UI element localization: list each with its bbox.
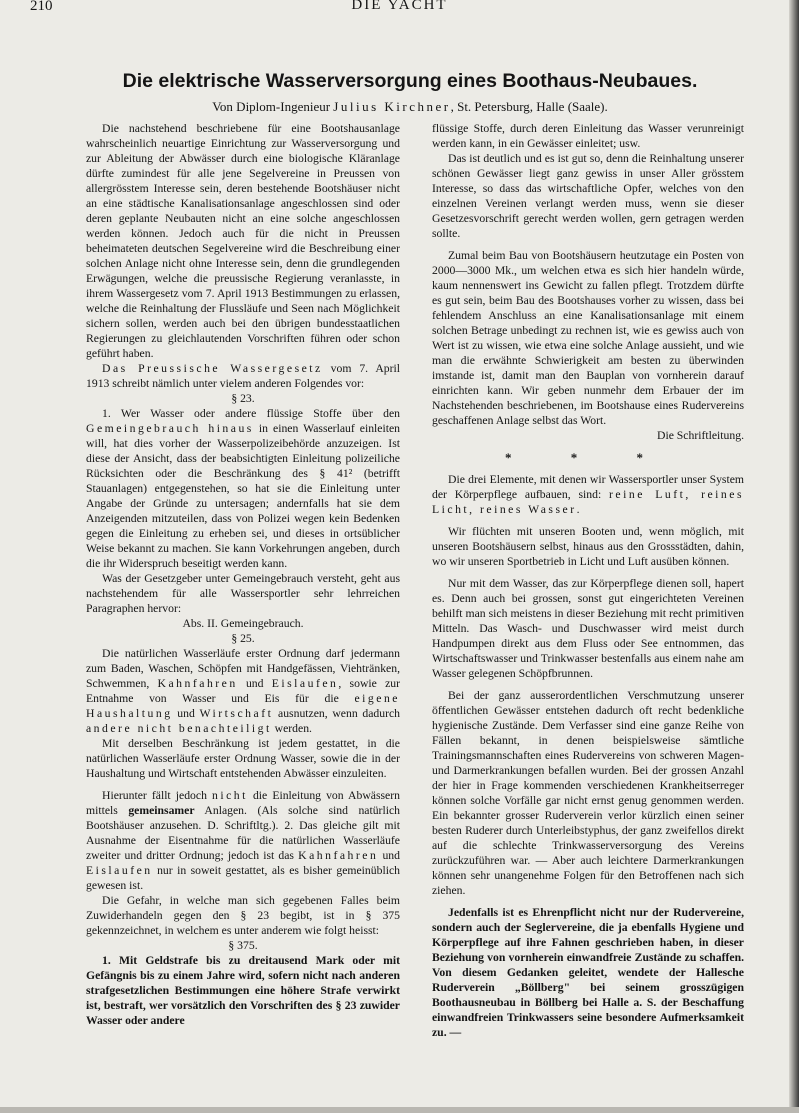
law-paragraph [86,406,400,571]
byline-suffix: , St. Petersburg, Halle (Saale). [450,99,608,114]
emphasis: Kahnfahren [157,677,238,690]
emphasis: andere nicht benachteiligt [86,722,272,735]
paragraph: Die nachstehend beschriebene für eine Bootshausanlage wahrscheinlich neuartige Einrichtung zur Wasserversorgung und zur Ableitung der Abwässer durch eine biologische Kläranlage dürfte zumindest für alle jene Segelvereine in Preussen von allergrösstem Interesse sein, deren bestehende Bootshäuser nicht an eine städtische Kanalisationsanlage angeschlossen sind oder deren geplante Neubauten nicht an eine solche angeschlossen werden können. Jedoch auch für die nicht in Preussen beheimateten deutschen Segelvereine wird die Beschreibung einer solchen Anlage nicht ohne Interesse sein, denn die grundlegenden Erwägungen, welche die preussische Regierung veranlasste, in ihrem Wassergesetz vom 7. April 1913 Bestimmungen zu erlassen, welche die Reinhaltung der Flussläufe und Seen nach Möglichkeit sichern sollen, werden auch bei den übrigen bundesstaatlichen Regierungen zu gleichlautenden Vorschriften führen oder schon geführt haben. [86,122,400,360]
text-run: , sowie zur Entnahme von Wasser und Eis für die [86,677,400,705]
journal-title: DIE YACHT [351,0,448,13]
section-heading: § 23. [231,392,255,405]
running-head [0,0,799,16]
page-edge-shadow [789,0,799,1113]
section-heading: § 375. [228,939,258,952]
page-number: 210 [30,0,53,14]
text-run: 1. Wer Wasser oder andere flüssige Stoffe über den [102,407,400,420]
emphasis: gemeinsamer [128,804,195,817]
law-paragraph [86,646,400,736]
text-run: und [172,707,200,720]
emphasis: Eislaufen [86,864,153,877]
text-run: in einen Wasserlauf einleiten will, hat dies vorher der Wasserpolizeibehörde anzuzeigen. Ist diese der Ansicht, dass der beabsichtigten Einleitung polizeiliche Rücksichten oder die Beschränkung des § 41² (betrifft Stauanlagen) entgegenstehen, so hat sie die Einleitung unter Angabe der Gründe zu untersagen; andernfalls hat sie dem Anzeigenden mitzuteilen, dass von Polizei wegen kein Bedenken gegen die Einleitung zu erheben sei, und dieses in ortsüblicher Weise bekannt zu machen. Sie kann Vorkehrungen angeben, durch die ihr Widerspruch beseitigt werden kann. [86,422,401,570]
byline [60,99,760,115]
emphasis: Gemeingebrauch hinaus [86,422,254,435]
paragraph: Zumal beim Bau von Bootshäusern heutzutage ein Posten von 2000—3000 Mk., um welchen etwa es sich hier handeln würde, kaum nennenswert ins Gewicht zu fallen pflegt. Trotzdem dürfte es gut sein, beim Bau des Bootshauses vorher zu wissen, dass bei fehlendem Anschluss an eine Kanalisationsanlage mit einem solchen Betrage unbedingt zu rechnen ist, wie es gewiss auch von Wert ist zu wissen, wie etwa eine solche Anlage aussieht, und wie man die erwähnte Schwierigkeit am besten zu überwinden imstande ist, damit man den Bauplan von vornherein darauf einrichten kann. Wir geben nunmehr dem Erbauer der im Nachstehenden beschriebenen, im Bootshause eines Rudervereins geschaffenen Anlage selbst das Wort. [432,249,744,427]
signature: Die Schriftleitung. [657,429,744,442]
paragraph: Wir flüchten mit unseren Booten und, wenn möglich, mit unseren Bootshäusern selbst, hinaus aus den Grossstädten, dahin, wo wir unseren Sportbetrieb in Licht und Luft ausüben können. [432,525,744,568]
text-run: Die drei Elemente, mit denen wir Wassersportler unser System der Körperpflege aufbauen, sind: [432,473,744,501]
left-column [86,121,400,1028]
emphasis: nicht [212,789,248,802]
paragraph: Die Gefahr, in welche man sich gegebenen Falles beim Zuwiderhandeln gegen den § 23 begibt, ist in § 375 gekennzeichnet, in welchem es unter anderem wie folgt heisst: [86,894,400,937]
emphasis: Wirtschaft [199,707,274,720]
section-heading: Abs. II. Gemeingebrauch. [182,617,304,630]
right-column [432,121,744,1040]
page-edge-bottom [0,1107,799,1113]
text-run: Die natürlichen Wasserläufe erster Ordnung darf jedermann zum Baden, Waschen, Schöpfen mit Handgefässen, Viehtränken, Schwemmen, [86,647,400,690]
text-run: Anlagen. (Als solche sind natürlich Bootshäuser anzusehen. D. Schriftltg.). 2. Das gleiche gilt mit Ausnahme der Eisentnahme für die natürlichen Wasserläufe zweiter und dritter Ordnung; jedoch ist das [86,804,400,862]
article-title: Die elektrische Wasserversorgung eines Boothaus-Neubaues. [122,70,698,92]
paragraph: Was der Gesetzgeber unter Gemeingebrauch versteht, geht aus nachstehendem für alle Wassersportler sehr lehrreichen Paragraphen hervor: [86,572,400,615]
paragraph [432,472,744,517]
byline-prefix: Von Diplom-Ingenieur [212,99,331,114]
text-run: Hierunter fällt jedoch [102,789,212,802]
emphasis: eigene Haushaltung [86,692,400,720]
text-run: nur in soweit gestattet, als es bisher gemeinüblich gewesen ist. [86,864,400,892]
text-run: vom 7. April 1913 schreibt nämlich unter vielem anderen Folgendes vor: [86,362,401,390]
law-paragraph: Mit derselben Beschränkung ist jedem gestattet, in die natürlichen Wasserläufe erster Ordnung Wasser, sowie die in der Haushaltung und Wirtschaft entstehenden Abwässer einzuleiten. [86,737,400,780]
paragraph: Das ist deutlich und es ist gut so, denn die Reinhaltung unserer schönen Gewässer liegt ganz gewiss in unser Aller grösstem Interesse, so dass das wirtschaftliche Opfer, welches von den einzelnen Vereinen verlangt werden muss, wenn sie dieser Gesetzesvorschrift gerecht werden wollen, gern getragen werden sollte. [432,152,744,240]
emphasis: Kahnfahren [298,849,379,862]
law-name: Das Preussische Wassergesetz [102,362,323,375]
author-name: Julius Kirchner [333,99,451,114]
paragraph [86,361,400,391]
text-run: und [237,677,272,690]
emphasis: reine Luft, reines Licht, reines Wasser [432,488,744,516]
section-heading: § 25. [231,632,255,645]
law-paragraph: 1. Mit Geldstrafe bis zu dreitausend Mark oder mit Gefängnis bis zu einem Jahre wird, sofern nicht nach anderen strafgesetzlichen Bestimmungen eine höhere Strafe verwirkt ist, bestraft, wer vorsätzlich den Vorschriften des § 23 zuwider Wasser oder andere [86,954,400,1027]
paragraph: Nur mit dem Wasser, das zur Körperpflege dienen soll, hapert es. Denn auch bei grossen, sonst gut eingerichteten Vereinen behilft man sich meistens in dieser Beziehung mit recht primitiven Mitteln. Das Wasch- und Duschwasser wird meist durch Handpumpen direkt aus dem Fluss oder See entnommen, das Wirtschaftswasser und Trinkwasser bestenfalls aus einem nahe am Wasser gelegenen Schöpfbrunnen. [432,577,744,680]
paragraph [86,788,400,893]
text-run: die Einleitung von Abwässern mittels [86,789,400,817]
paragraph: Bei der ganz ausserordentlichen Verschmutzung unserer öffentlichen Gewässer entstehen dadurch oft recht bedenkliche hygienische Zustände. Dem Verfasser sind eine ganze Reihe von Fällen bekannt, in denen beispielsweise sämtliche Trainingsmannschaften eines Rudervereins von schweren Magen- und Darmerkrankungen befallen wurden. Bei der grossen Anzahl der hier in Frage kommenden verschiedenen Krankheitserreger können solche Vorfälle gar nicht ernst genug genommen werden. Ein bekannter grosser Ruderverein verlor kürzlich einen seiner besten Ruderer durch Unterleibstyphus, der ganz zweifellos direkt auf die schlechte Trinkwasserversorgung des Vereins zurückzuführen war. — Aber auch leichtere Darmerkrankungen können sehr unangenehme Folgen für den Betroffenen nach sich ziehen. [432,689,744,897]
text-run: ausnutzen, wenn dadurch [273,707,400,720]
emphasis: Eislaufen [271,677,339,690]
text-run: und [378,849,400,862]
paragraph: Jedenfalls ist es Ehrenpflicht nicht nur der Rudervereine, sondern auch der Seglervereine, die ja ebenfalls Hygiene und Körperpflege auf ihre Fahnen geschrieben haben, in dieser Beziehung von vornherein einwandfreie Zustände zu schaffen. Von diesem Gedanken geleitet, wendete der Hallesche Ruderverein „Böllberg" bei seinem grosszügigen Boothausneubau in Böllberg bei Halle a. S. der Beschaffung einwandfreien Trinkwassers seine besondere Aufmerksamkeit zu. — [432,906,744,1039]
text-run: . [576,503,580,516]
paragraph: flüssige Stoffe, durch deren Einleitung das Wasser verunreinigt werden kann, in ein Gewässer einleitet; usw. [432,122,744,150]
section-divider: * * * [505,450,671,465]
text-run: werden. [271,722,312,735]
